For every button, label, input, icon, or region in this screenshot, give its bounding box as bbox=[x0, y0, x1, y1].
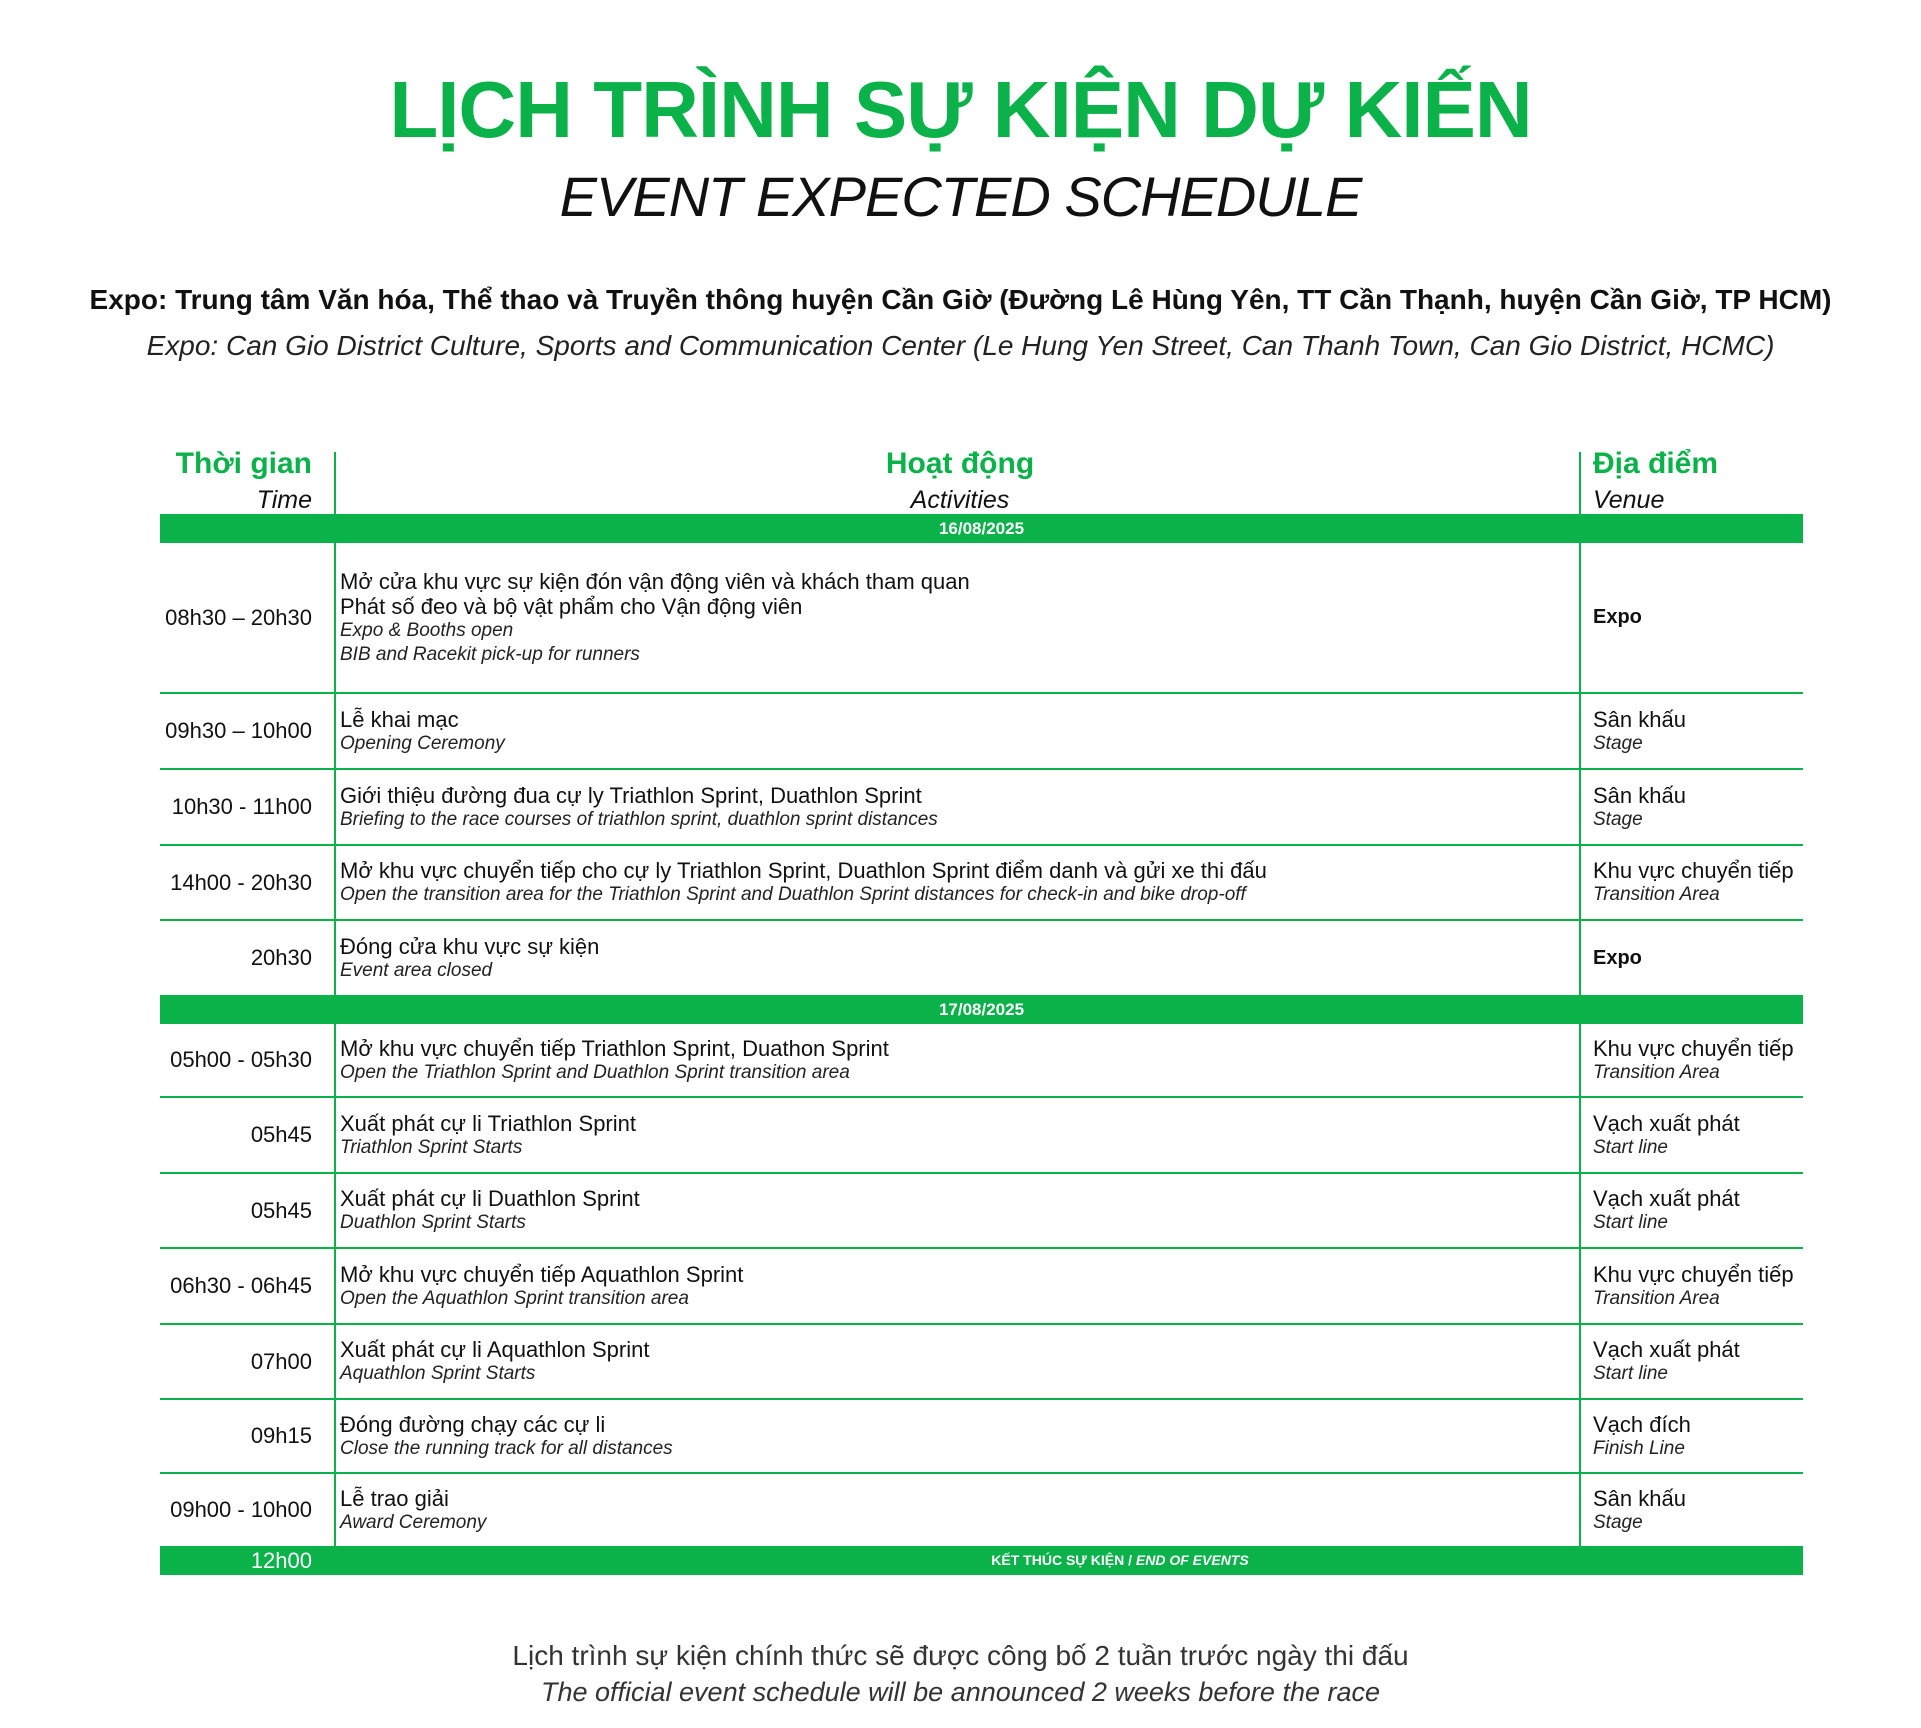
column-header-time bbox=[160, 444, 312, 516]
table-row bbox=[160, 1474, 1803, 1546]
row-venue bbox=[1593, 1249, 1803, 1323]
row-time: 05h45 bbox=[250, 1197, 312, 1223]
venue-vi: Vạch đích bbox=[1593, 1411, 1691, 1437]
venue-en: Stage bbox=[1593, 732, 1643, 754]
column-header-venue-en: Venue bbox=[1593, 486, 1665, 514]
venue-vi: Khu vực chuyển tiếp bbox=[1593, 858, 1794, 883]
table-row bbox=[160, 1024, 1803, 1098]
table-row bbox=[160, 1325, 1803, 1400]
column-divider bbox=[334, 921, 336, 997]
date-bar-day2: 17/08/2025 bbox=[160, 995, 1803, 1024]
column-divider bbox=[334, 694, 336, 770]
activity-en: Duathlon Sprint Starts bbox=[340, 1212, 526, 1233]
activity-en: BIB and Racekit pick-up for runners bbox=[340, 643, 640, 665]
column-header-activities-en: Activities bbox=[910, 486, 1010, 514]
end-time: 12h00 bbox=[250, 1548, 312, 1573]
activity-vi: Lễ khai mạc bbox=[340, 706, 459, 732]
column-divider bbox=[334, 543, 336, 694]
activity-en: Event area closed bbox=[340, 959, 493, 981]
table-row bbox=[160, 694, 1803, 770]
activity-vi: Lễ trao giải bbox=[340, 1485, 449, 1511]
row-time: 07h00 bbox=[250, 1348, 312, 1374]
row-venue bbox=[1593, 921, 1803, 995]
activity-vi: Mở cửa khu vực sự kiện đón vận động viên và khách tham quan bbox=[340, 568, 970, 594]
venue-en: Transition Area bbox=[1593, 884, 1720, 905]
header-divider bbox=[334, 452, 336, 517]
column-divider bbox=[334, 1400, 336, 1474]
footer-note-vi: Lịch trình sự kiện chính thức sẽ được công bố 2 tuần trước ngày thi đấu bbox=[512, 1640, 1409, 1671]
activity-en: Aquathlon Sprint Starts bbox=[340, 1363, 536, 1384]
venue-vi: Vạch xuất phát bbox=[1593, 1186, 1740, 1211]
column-header-venue bbox=[1593, 444, 1803, 516]
row-time: 10h30 - 11h00 bbox=[171, 794, 312, 819]
venue-en: Start line bbox=[1593, 1136, 1668, 1158]
column-header-time-vi: Thời gian bbox=[175, 447, 312, 480]
activity-vi: Mở khu vực chuyển tiếp Aquathlon Sprint bbox=[340, 1261, 744, 1287]
table-row bbox=[160, 1400, 1803, 1474]
row-venue bbox=[1593, 1400, 1803, 1472]
venue-vi: Vạch xuất phát bbox=[1593, 1110, 1740, 1136]
row-activity bbox=[340, 770, 1720, 844]
column-header-time-en: Time bbox=[256, 486, 312, 514]
row-activity bbox=[340, 543, 1720, 692]
column-divider bbox=[334, 1174, 336, 1249]
column-divider bbox=[334, 846, 336, 921]
activity-vi: Xuất phát cự li Aquathlon Sprint bbox=[340, 1337, 650, 1362]
column-divider bbox=[334, 1325, 336, 1400]
row-venue bbox=[1593, 694, 1803, 768]
activity-vi: Phát số đeo và bộ vật phẩm cho Vận động viên bbox=[340, 593, 803, 619]
row-venue bbox=[1593, 846, 1803, 919]
column-divider bbox=[334, 1098, 336, 1174]
venue-vi: Expo bbox=[1593, 606, 1642, 628]
row-activity bbox=[340, 846, 1720, 919]
row-activity bbox=[340, 694, 1720, 768]
table-row bbox=[160, 1249, 1803, 1325]
column-header-activities-vi: Hoạt động bbox=[885, 447, 1035, 480]
venue-vi: Sân khấu bbox=[1593, 1485, 1686, 1511]
venue-en: Transition Area bbox=[1593, 1061, 1720, 1083]
table-row bbox=[160, 846, 1803, 921]
end-of-events-bar bbox=[160, 1546, 1803, 1575]
activity-vi: Mở khu vực chuyển tiếp Triathlon Sprint, Duathon Sprint bbox=[340, 1035, 889, 1061]
venue-en: Finish Line bbox=[1593, 1437, 1685, 1459]
row-activity bbox=[340, 1325, 1720, 1398]
row-venue bbox=[1593, 770, 1803, 844]
venue-vi: Khu vực chuyển tiếp bbox=[1593, 1261, 1794, 1287]
row-activity bbox=[340, 1249, 1720, 1323]
activity-en: Award Ceremony bbox=[340, 1511, 487, 1533]
activity-en: Opening Ceremony bbox=[340, 732, 505, 754]
row-venue bbox=[1593, 543, 1803, 692]
activity-vi: Đóng cửa khu vực sự kiện bbox=[340, 933, 600, 959]
page-title: LỊCH TRÌNH SỰ KIỆN DỰ KIẾN bbox=[389, 65, 1532, 154]
row-activity bbox=[340, 1174, 1720, 1247]
page-subtitle: EVENT EXPECTED SCHEDULE bbox=[559, 165, 1362, 228]
row-activity bbox=[340, 921, 1720, 995]
activity-en: Open the Aquathlon Sprint transition area bbox=[340, 1287, 689, 1309]
venue-en: Start line bbox=[1593, 1212, 1668, 1233]
column-header-venue-vi: Địa điểm bbox=[1593, 447, 1719, 480]
row-venue bbox=[1593, 1325, 1803, 1398]
row-time: 09h00 - 10h00 bbox=[170, 1497, 312, 1522]
venue-en: Stage bbox=[1593, 1511, 1643, 1533]
row-time: 20h30 bbox=[250, 945, 312, 970]
expo-location-en: Expo: Can Gio District Culture, Sports and Communication Center (Le Hung Yen Street, Can Thanh Town, Can Gio District, HCMC) bbox=[146, 330, 1775, 361]
activity-vi: Giới thiệu đường đua cự ly Triathlon Sprint, Duathlon Sprint bbox=[340, 782, 922, 808]
table-row bbox=[160, 1174, 1803, 1249]
venue-vi: Vạch xuất phát bbox=[1593, 1337, 1740, 1362]
venue-vi: Sân khấu bbox=[1593, 782, 1686, 808]
row-activity bbox=[340, 1098, 1720, 1172]
table-row bbox=[160, 543, 1803, 694]
column-header-activities bbox=[338, 444, 1582, 516]
activity-en: Close the running track for all distances bbox=[340, 1437, 673, 1459]
table-row bbox=[160, 770, 1803, 846]
activity-vi: Xuất phát cự li Triathlon Sprint bbox=[340, 1110, 636, 1136]
row-venue bbox=[1593, 1174, 1803, 1247]
footer-note-en: The official event schedule will be announced 2 weeks before the race bbox=[540, 1677, 1381, 1707]
row-venue bbox=[1593, 1024, 1803, 1096]
date-bar-day1: 16/08/2025 bbox=[160, 514, 1803, 543]
activity-vi: Đóng đường chạy các cự li bbox=[340, 1411, 606, 1437]
venue-vi: Khu vực chuyển tiếp bbox=[1593, 1035, 1794, 1061]
row-time: 09h15 bbox=[250, 1423, 312, 1448]
end-label bbox=[498, 1546, 1742, 1575]
table-row bbox=[160, 921, 1803, 995]
row-time: 08h30 – 20h30 bbox=[165, 604, 312, 630]
activity-en: Briefing to the race courses of triathlon sprint, duathlon sprint distances bbox=[340, 808, 938, 830]
row-activity bbox=[340, 1024, 1720, 1096]
activity-en: Triathlon Sprint Starts bbox=[340, 1136, 523, 1158]
row-time: 09h30 – 10h00 bbox=[165, 718, 312, 743]
activity-vi: Xuất phát cự li Duathlon Sprint bbox=[340, 1186, 640, 1211]
expo-location-vi: Expo: Trung tâm Văn hóa, Thể thao và Truyền thông huyện Cần Giờ (Đường Lê Hùng Yên, TT Cần Thạnh, huyện Cần Giờ, TP HCM) bbox=[89, 284, 1832, 315]
row-time: 14h00 - 20h30 bbox=[170, 869, 312, 895]
column-divider bbox=[334, 1249, 336, 1325]
end-label-vi: KẾT THÚC SỰ KIỆN / bbox=[991, 1552, 1133, 1568]
row-activity bbox=[340, 1400, 1720, 1472]
row-time: 05h45 bbox=[250, 1122, 312, 1147]
venue-en: Start line bbox=[1593, 1363, 1668, 1384]
activity-en: Open the Triathlon Sprint and Duathlon Sprint transition area bbox=[340, 1061, 850, 1083]
row-venue bbox=[1593, 1098, 1803, 1172]
activity-vi: Mở khu vực chuyển tiếp cho cự ly Triathlon Sprint, Duathlon Sprint điểm danh và gửi xe thi đấu bbox=[340, 858, 1267, 883]
venue-vi: Sân khấu bbox=[1593, 706, 1686, 732]
activity-en: Expo & Booths open bbox=[340, 619, 514, 641]
column-divider bbox=[334, 1474, 336, 1548]
venue-vi: Expo bbox=[1593, 946, 1642, 969]
activity-en: Open the transition area for the Triathlon Sprint and Duathlon Sprint distances for check-in and bike drop-off bbox=[340, 884, 1246, 905]
row-venue bbox=[1593, 1474, 1803, 1546]
row-time: 05h00 - 05h30 bbox=[170, 1047, 312, 1072]
venue-en: Stage bbox=[1593, 808, 1643, 830]
end-label-en: END OF EVENTS bbox=[1135, 1552, 1249, 1568]
column-divider bbox=[334, 1024, 336, 1098]
row-activity bbox=[340, 1474, 1720, 1546]
row-time: 06h30 - 06h45 bbox=[170, 1273, 312, 1298]
table-row bbox=[160, 1098, 1803, 1174]
column-divider bbox=[334, 770, 336, 846]
venue-en: Transition Area bbox=[1593, 1287, 1720, 1309]
header-divider bbox=[1579, 452, 1581, 517]
